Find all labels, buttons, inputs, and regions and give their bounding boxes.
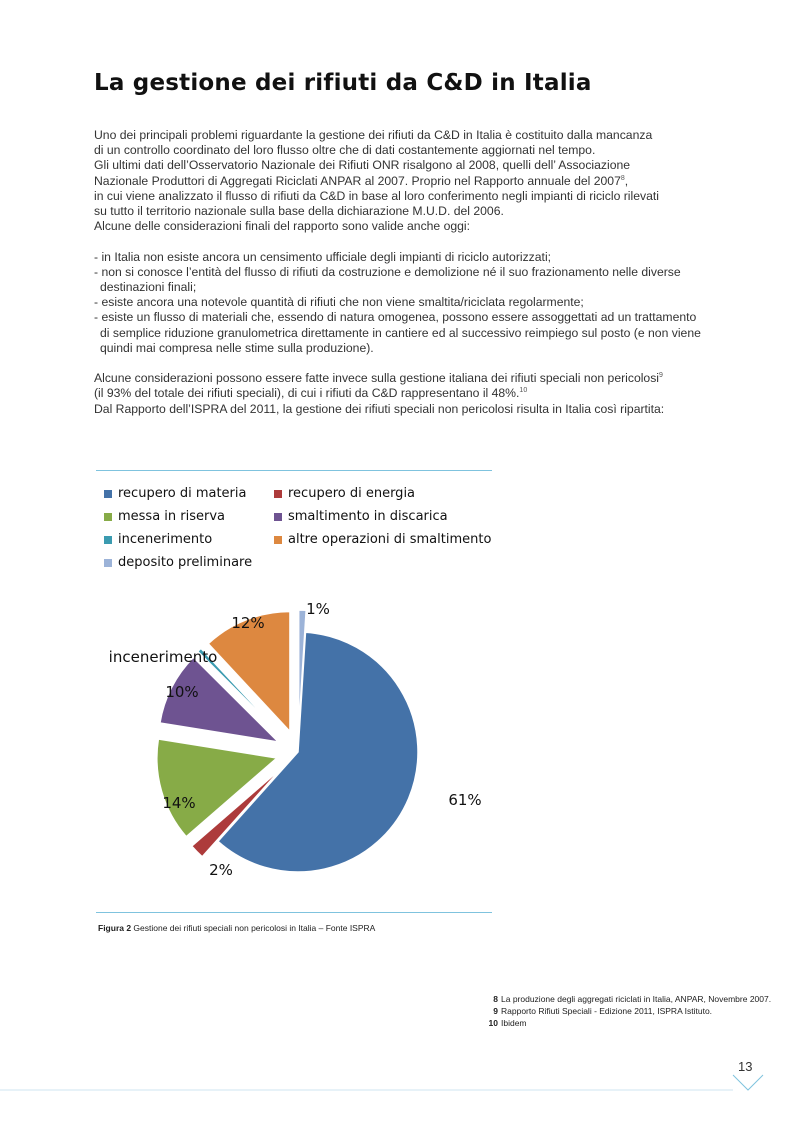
footnote-text: Rapporto Rifiuti Speciali - Edizione 2011, ISPRA Istituto. xyxy=(501,1006,713,1016)
paragraph-line-text: Nazionale Produttori di Aggregati Riciclati ANPAR al 2007. Proprio nel Rapporto annuale del 2007 xyxy=(94,173,621,188)
pie-data-label: 2% xyxy=(209,861,233,879)
bullet-line: - non si conosce l’entità del flusso di rifiuti da costruzione e demolizione né il suo frazionamento nelle diverse xyxy=(94,264,681,279)
bullet-line: destinazioni finali; xyxy=(100,280,197,295)
bullet-line: - esiste ancora una notevole quantità di rifiuti che non viene smaltita/riciclata regolarmente; xyxy=(94,295,584,310)
legend-label: incenerimento xyxy=(118,532,213,547)
paragraph-line-text: Alcune considerazioni possono essere fatte invece sulla gestione italiana dei rifiuti speciali non pericolosi xyxy=(94,371,660,386)
paragraph-line: in cui viene analizzato il flusso di rifiuti da C&D in base al loro conferimento negli impianti di riciclo rilevati xyxy=(94,188,659,203)
bullet-line: - in Italia non esiste ancora un censimento ufficiale degli impianti di riciclo autorizzati; xyxy=(94,249,552,264)
paragraph-line: su tutto il territorio nazionale sulla base della dichiarazione M.U.D. del 2006. xyxy=(94,204,504,219)
paragraph-line-text: (il 93% del totale dei rifiuti speciali), di cui i rifiuti da C&D rappresentano il 48%. xyxy=(94,386,520,401)
paragraph-line: Uno dei principali problemi riguardante la gestione dei rifiuti da C&D in Italia è costituito dalla mancanza xyxy=(94,128,653,142)
legend-label: smaltimento in discarica xyxy=(288,509,448,524)
figure-caption-text: Gestione dei rifiuti speciali non pericolosi in Italia – Fonte ISPRA xyxy=(131,923,376,933)
footnote-text: Ibidem xyxy=(501,1018,527,1028)
footnote-number: 10 xyxy=(488,1018,498,1028)
pie-data-label: 10% xyxy=(165,683,199,701)
bullet-line: - esiste un flusso di materiali che, essendo di natura omogenea, possono essere assoggettati ad un trattamento xyxy=(94,310,697,325)
legend-label: deposito preliminare xyxy=(118,555,253,570)
page-number: 13 xyxy=(738,1059,753,1074)
bullet-line: di semplice riduzione granulometrica direttamente in cantiere ed al successivo reimpiego sul posto (e non viene xyxy=(100,325,701,340)
bullet-line: quindi mai compresa nelle stime sulla produzione). xyxy=(100,340,374,355)
figure-caption-label: Figura 2 xyxy=(98,923,132,933)
legend-label: recupero di energia xyxy=(288,486,416,501)
paragraph-line: di un controllo coordinato del loro flusso oltre che di dati costantemente aggiornati nel tempo. xyxy=(94,143,596,158)
legend-label: altre operazioni di smaltimento xyxy=(288,532,492,547)
page-title: La gestione dei rifiuti da C&D in Italia xyxy=(94,70,592,96)
punctuation: , xyxy=(624,173,629,188)
pie-data-label: 61% xyxy=(448,791,482,809)
pie-data-label: 12% xyxy=(231,614,265,632)
paragraph-line: Dal Rapporto dell’ISPRA del 2011, la gestione dei rifiuti speciali non pericolosi risulta in Italia così ripartita: xyxy=(94,401,665,416)
footnote-ref-10[interactable]: 10 xyxy=(519,387,528,395)
footnote-number: 9 xyxy=(493,1006,498,1016)
pie-data-label: 14% xyxy=(162,794,196,812)
legend-label: messa in riserva xyxy=(118,509,226,524)
paragraph-line: Gli ultimi dati dell’Osservatorio Nazionale dei Rifiuti ONR risalgono al 2008, quelli dell’ Associazione xyxy=(94,158,631,173)
footnote-number: 8 xyxy=(493,994,498,1004)
pie-data-label: 1% xyxy=(306,600,330,618)
legend-label: recupero di materia xyxy=(118,486,247,501)
paragraph-line: Alcune delle considerazioni finali del rapporto sono valide anche oggi: xyxy=(94,219,471,234)
footnote-ref-9[interactable]: 9 xyxy=(659,372,663,380)
footnote-ref-8[interactable]: 8 xyxy=(620,174,625,182)
pie-data-label: incenerimento xyxy=(108,648,218,666)
footnote-text: La produzione degli aggregati riciclati in Italia, ANPAR, Novembre 2007. xyxy=(501,994,772,1004)
